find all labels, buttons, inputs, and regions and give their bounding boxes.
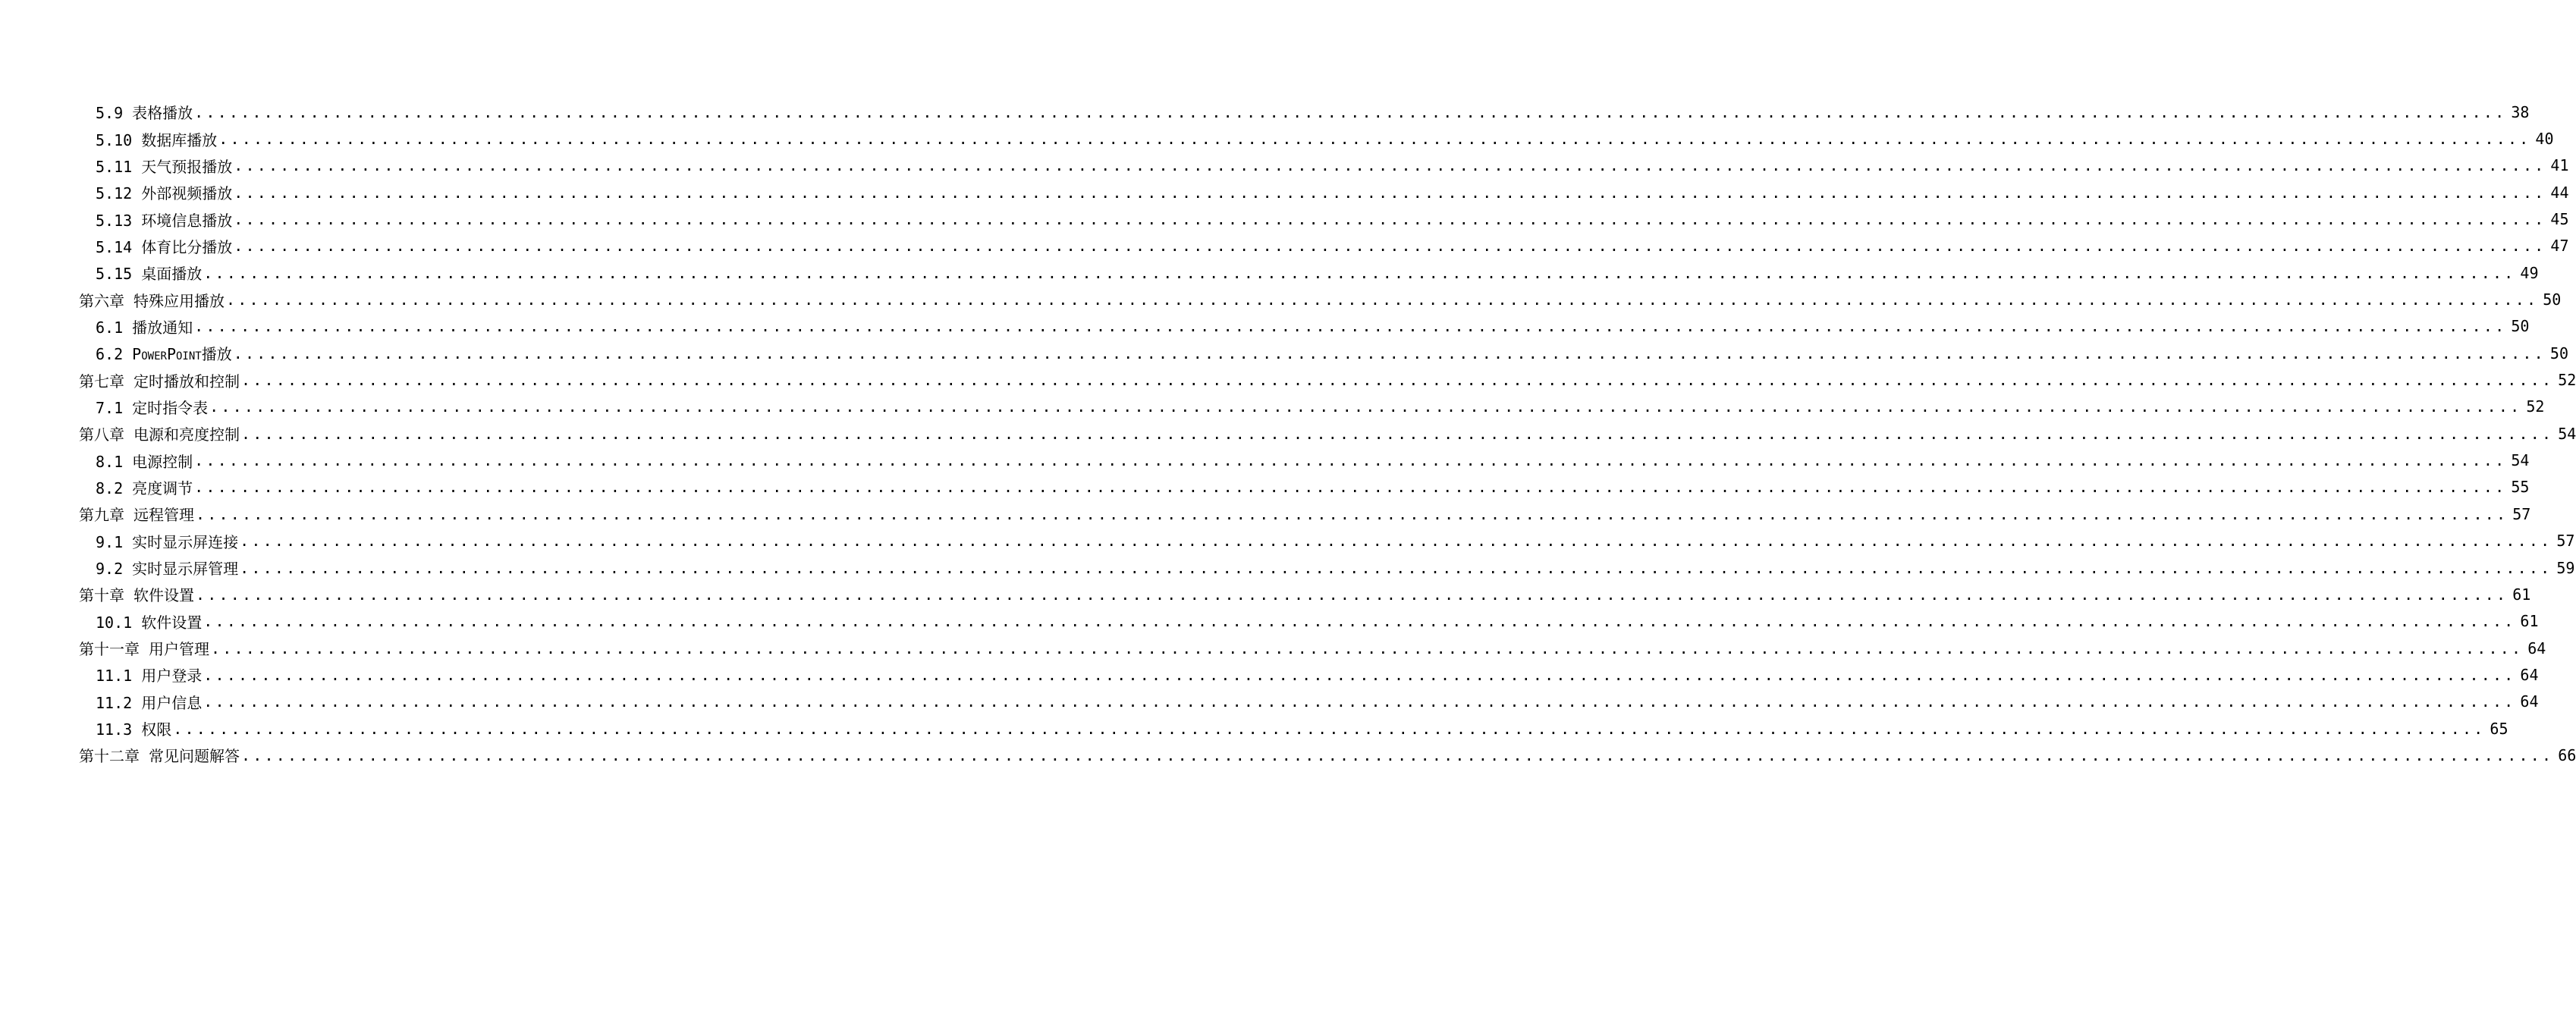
toc-entry-title: 10.1 软件设置 [96,610,203,632]
toc-entry-title: 5.11 天气预报播放 [96,155,234,177]
toc-page-number: 47 [2550,237,2569,256]
toc-page-number: 64 [2520,692,2539,711]
toc-entry-title: 第九章 远程管理 [79,503,196,525]
toc-entry-title: 第七章 定时播放和控制 [79,369,241,391]
toc-page-number: 59 [2556,558,2575,577]
toc-page-number: 64 [2527,639,2546,657]
toc-entry[interactable] [0,313,2530,340]
toc-entry-title: 第八章 电源和亮度控制 [79,422,241,444]
toc-entry-title: 9.1 实时显示屏连接 [96,530,240,552]
toc-dot-leader: ........................................................................................................................................................................................................ [234,210,2546,229]
toc-entry-title: 5.10 数据库播放 [96,128,218,150]
toc-dot-leader: ........................................................................................................................................................................................................ [203,263,2516,282]
toc-entry-title: 9.2 实时显示屏管理 [96,557,240,579]
toc-dot-leader: ........................................................................................................................................................................................................ [209,397,2522,416]
toc-entry[interactable] [0,501,2531,527]
toc-dot-leader: ........................................................................................................................................................................................................ [203,692,2516,711]
toc-entry[interactable] [0,635,2546,661]
toc-page-number: 55 [2511,478,2530,497]
toc-entry[interactable] [0,661,2539,688]
toc-dot-leader: ........................................................................................................................................................................................................ [241,371,2554,390]
toc-entry[interactable] [0,99,2530,125]
toc-entry[interactable] [0,608,2539,635]
toc-entry[interactable] [0,179,2569,206]
toc-dot-leader: ........................................................................................................................................................................................................ [203,612,2516,631]
toc-entry-title: 第十二章 常见问题解答 [79,744,241,766]
toc-entry[interactable] [0,286,2562,312]
toc-dot-leader: ........................................................................................................................................................................................................ [240,532,2552,551]
toc-entry[interactable] [0,125,2554,152]
toc-entry[interactable] [0,233,2569,259]
toc-entry[interactable] [0,689,2539,715]
toc-entry-title: 7.1 定时指令表 [96,396,209,418]
toc-entry-title: 5.14 体育比分播放 [96,235,234,257]
toc-page-number: 57 [2512,504,2531,523]
toc-dot-leader: ........................................................................................................................................................................................................ [196,585,2508,604]
toc-entry-title: 6.1 播放通知 [96,315,194,337]
toc-dot-leader: ........................................................................................................................................................................................................ [241,745,2554,764]
toc-dot-leader: ........................................................................................................................................................................................................ [194,451,2507,470]
toc-page-number: 64 [2520,665,2539,684]
toc-dot-leader: ........................................................................................................................................................................................................ [203,665,2516,684]
toc-page-number: 66 [2558,745,2576,764]
toc-page-number: 57 [2556,532,2575,551]
toc-dot-leader: ........................................................................................................................................................................................................ [218,130,2531,149]
toc-dot-leader: ........................................................................................................................................................................................................ [234,156,2546,175]
toc-entry[interactable] [0,554,2575,581]
toc-entry-title: 第十章 软件设置 [79,583,196,605]
toc-page-number: 41 [2550,156,2569,175]
toc-page-number: 54 [2511,451,2530,470]
toc-page-number: 44 [2550,183,2569,202]
toc-page-number: 61 [2512,585,2531,604]
toc-dot-leader: ........................................................................................................................................................................................................ [234,183,2546,202]
toc-entry-title: 8.1 电源控制 [96,450,194,472]
toc-dot-leader: ........................................................................................................................................................................................................ [240,558,2552,577]
toc-page-number: 49 [2520,263,2539,282]
toc-dot-leader: ........................................................................................................................................................................................................ [194,478,2507,497]
toc-entry[interactable] [0,259,2539,286]
toc-entry[interactable] [0,366,2576,393]
toc-dot-leader: ........................................................................................................................................................................................................ [194,102,2507,121]
toc-page-number: 40 [2535,130,2554,149]
toc-dot-leader: ........................................................................................................................................................................................................ [196,504,2508,523]
toc-page-number: 38 [2511,102,2530,121]
toc-entry-title: 5.15 桌面播放 [96,262,203,284]
toc-page-number: 50 [2511,317,2530,336]
toc-entry[interactable] [0,447,2530,473]
toc-entry-title: 11.3 权限 [96,717,173,739]
table-of-contents [0,99,2576,769]
toc-entry-title: 5.9 表格播放 [96,101,194,123]
toc-entry-title: 11.1 用户登录 [96,664,203,686]
toc-dot-leader: ........................................................................................................................................................................................................ [173,719,2486,738]
toc-dot-leader: ........................................................................................................................................................................................................ [241,424,2554,443]
toc-entry-title: 第六章 特殊应用播放 [79,289,226,311]
toc-entry[interactable] [0,420,2576,447]
toc-entry-title: 8.2 亮度调节 [96,476,194,498]
toc-dot-leader: ........................................................................................................................................................................................................ [194,317,2507,336]
toc-entry[interactable] [0,581,2531,607]
toc-entry[interactable] [0,340,2568,366]
toc-page-number: 52 [2558,371,2576,390]
toc-entry-title: 11.2 用户信息 [96,691,203,713]
toc-entry[interactable] [0,715,2508,742]
toc-entry-title: 第十一章 用户管理 [79,637,211,659]
toc-page-number: 61 [2520,612,2539,631]
toc-page-number: 52 [2526,397,2545,416]
toc-entry-title: 5.12 外部视频播放 [96,181,234,203]
toc-entry-title: 5.13 环境信息播放 [96,209,234,231]
toc-dot-leader: ........................................................................................................................................................................................................ [234,237,2546,256]
toc-entry[interactable] [0,474,2530,501]
toc-entry[interactable] [0,528,2575,554]
toc-dot-leader: ........................................................................................................................................................................................................ [233,344,2546,362]
toc-page-number: 50 [2543,290,2562,309]
toc-entry[interactable] [0,206,2569,232]
toc-entry[interactable] [0,394,2545,420]
toc-entry-title: 6.2 POWERPOINT播放 [96,342,234,364]
toc-entry[interactable] [0,742,2576,768]
toc-page-number: 65 [2490,719,2508,738]
toc-dot-leader: ........................................................................................................................................................................................................ [226,290,2539,309]
toc-entry[interactable] [0,152,2569,179]
toc-page-number: 54 [2558,424,2576,443]
toc-dot-leader: ........................................................................................................................................................................................................ [211,639,2524,657]
toc-page-number: 50 [2549,344,2568,362]
toc-page-number: 45 [2550,210,2569,229]
